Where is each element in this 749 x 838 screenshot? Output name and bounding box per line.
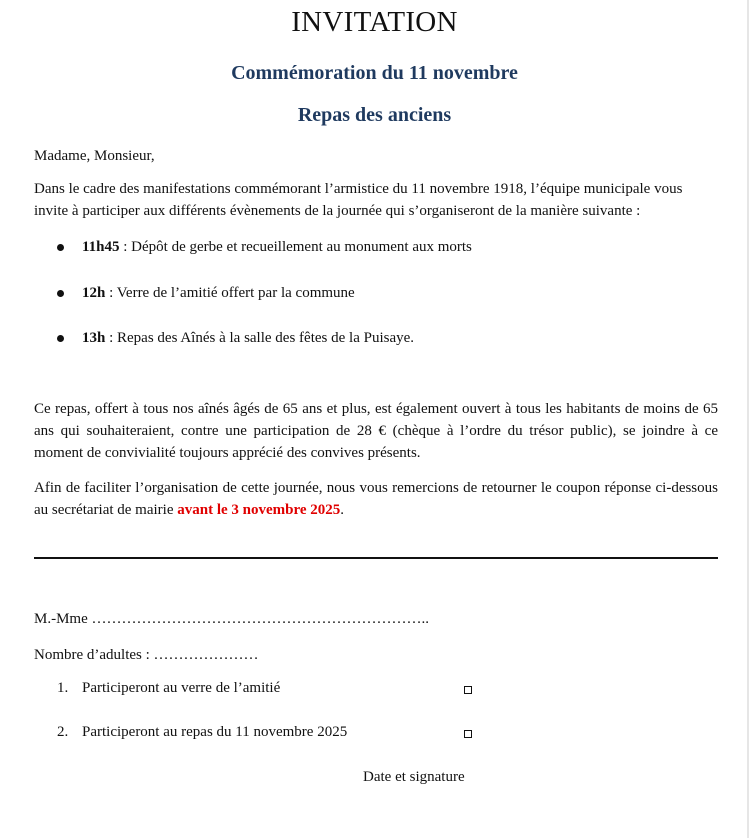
- return-paragraph: [34, 477, 718, 521]
- adults-field-line: Nombre d’adultes : …………………: [34, 647, 259, 663]
- schedule-time: 13h: [82, 330, 106, 346]
- meal-paragraph: Ce repas, offert à tous nos aînés âgés de 65 ans et plus, est également ouvert à tous les habitants de moins de 65 ans qui souhaiteraient, contre une participation de 28 € (chèque à l’ordre du trésor public), se joindre à ce moment de convivialité toujours apprécié des convives présents.: [34, 401, 718, 461]
- option-checkbox-repas[interactable]: [464, 730, 472, 738]
- return-text-end: .: [340, 502, 345, 518]
- return-text: Afin de faciliter l’organisation de cette journée, nous vous remercions de retourner le coupon réponse ci-dessous au secrétariat de mairie: [34, 480, 718, 518]
- name-field-line: M.-Mme …………………………………………………………..: [34, 611, 429, 627]
- option-number: 2.: [57, 724, 69, 740]
- schedule-text: : Verre de l’amitié offert par la commune: [105, 285, 355, 301]
- schedule-text: : Dépôt de gerbe et recueillement au monument aux morts: [119, 239, 472, 255]
- schedule-time: 11h45: [82, 239, 120, 255]
- subtitle-commemoration: Commémoration du 11 novembre: [231, 62, 518, 84]
- bullet-icon: [57, 335, 64, 342]
- bullet-icon: [57, 244, 64, 251]
- bullet-icon: [57, 290, 64, 297]
- option-label: Participeront au verre de l’amitié: [82, 680, 281, 696]
- schedule-text: : Repas des Aînés à la salle des fêtes de la Puisaye.: [105, 330, 415, 346]
- subtitle-repas: Repas des anciens: [297, 104, 452, 126]
- coupon-separator: [34, 557, 718, 559]
- intro-paragraph: Dans le cadre des manifestations commémorant l’armistice du 11 novembre 1918, l’équipe municipale vous invite à participer aux différents évènements de la journée qui s’organiseront de la manière suivante :: [34, 181, 683, 219]
- salutation: Madame, Monsieur,: [34, 148, 155, 164]
- page-title: INVITATION: [291, 6, 458, 38]
- schedule-time: 12h: [82, 285, 106, 301]
- signature-label: Date et signature: [363, 769, 465, 785]
- option-number: 1.: [57, 680, 69, 696]
- option-checkbox-verre[interactable]: [464, 686, 472, 694]
- option-label: Participeront au repas du 11 novembre 2025: [82, 724, 348, 740]
- deadline-text: avant le 3 novembre 2025: [177, 502, 341, 518]
